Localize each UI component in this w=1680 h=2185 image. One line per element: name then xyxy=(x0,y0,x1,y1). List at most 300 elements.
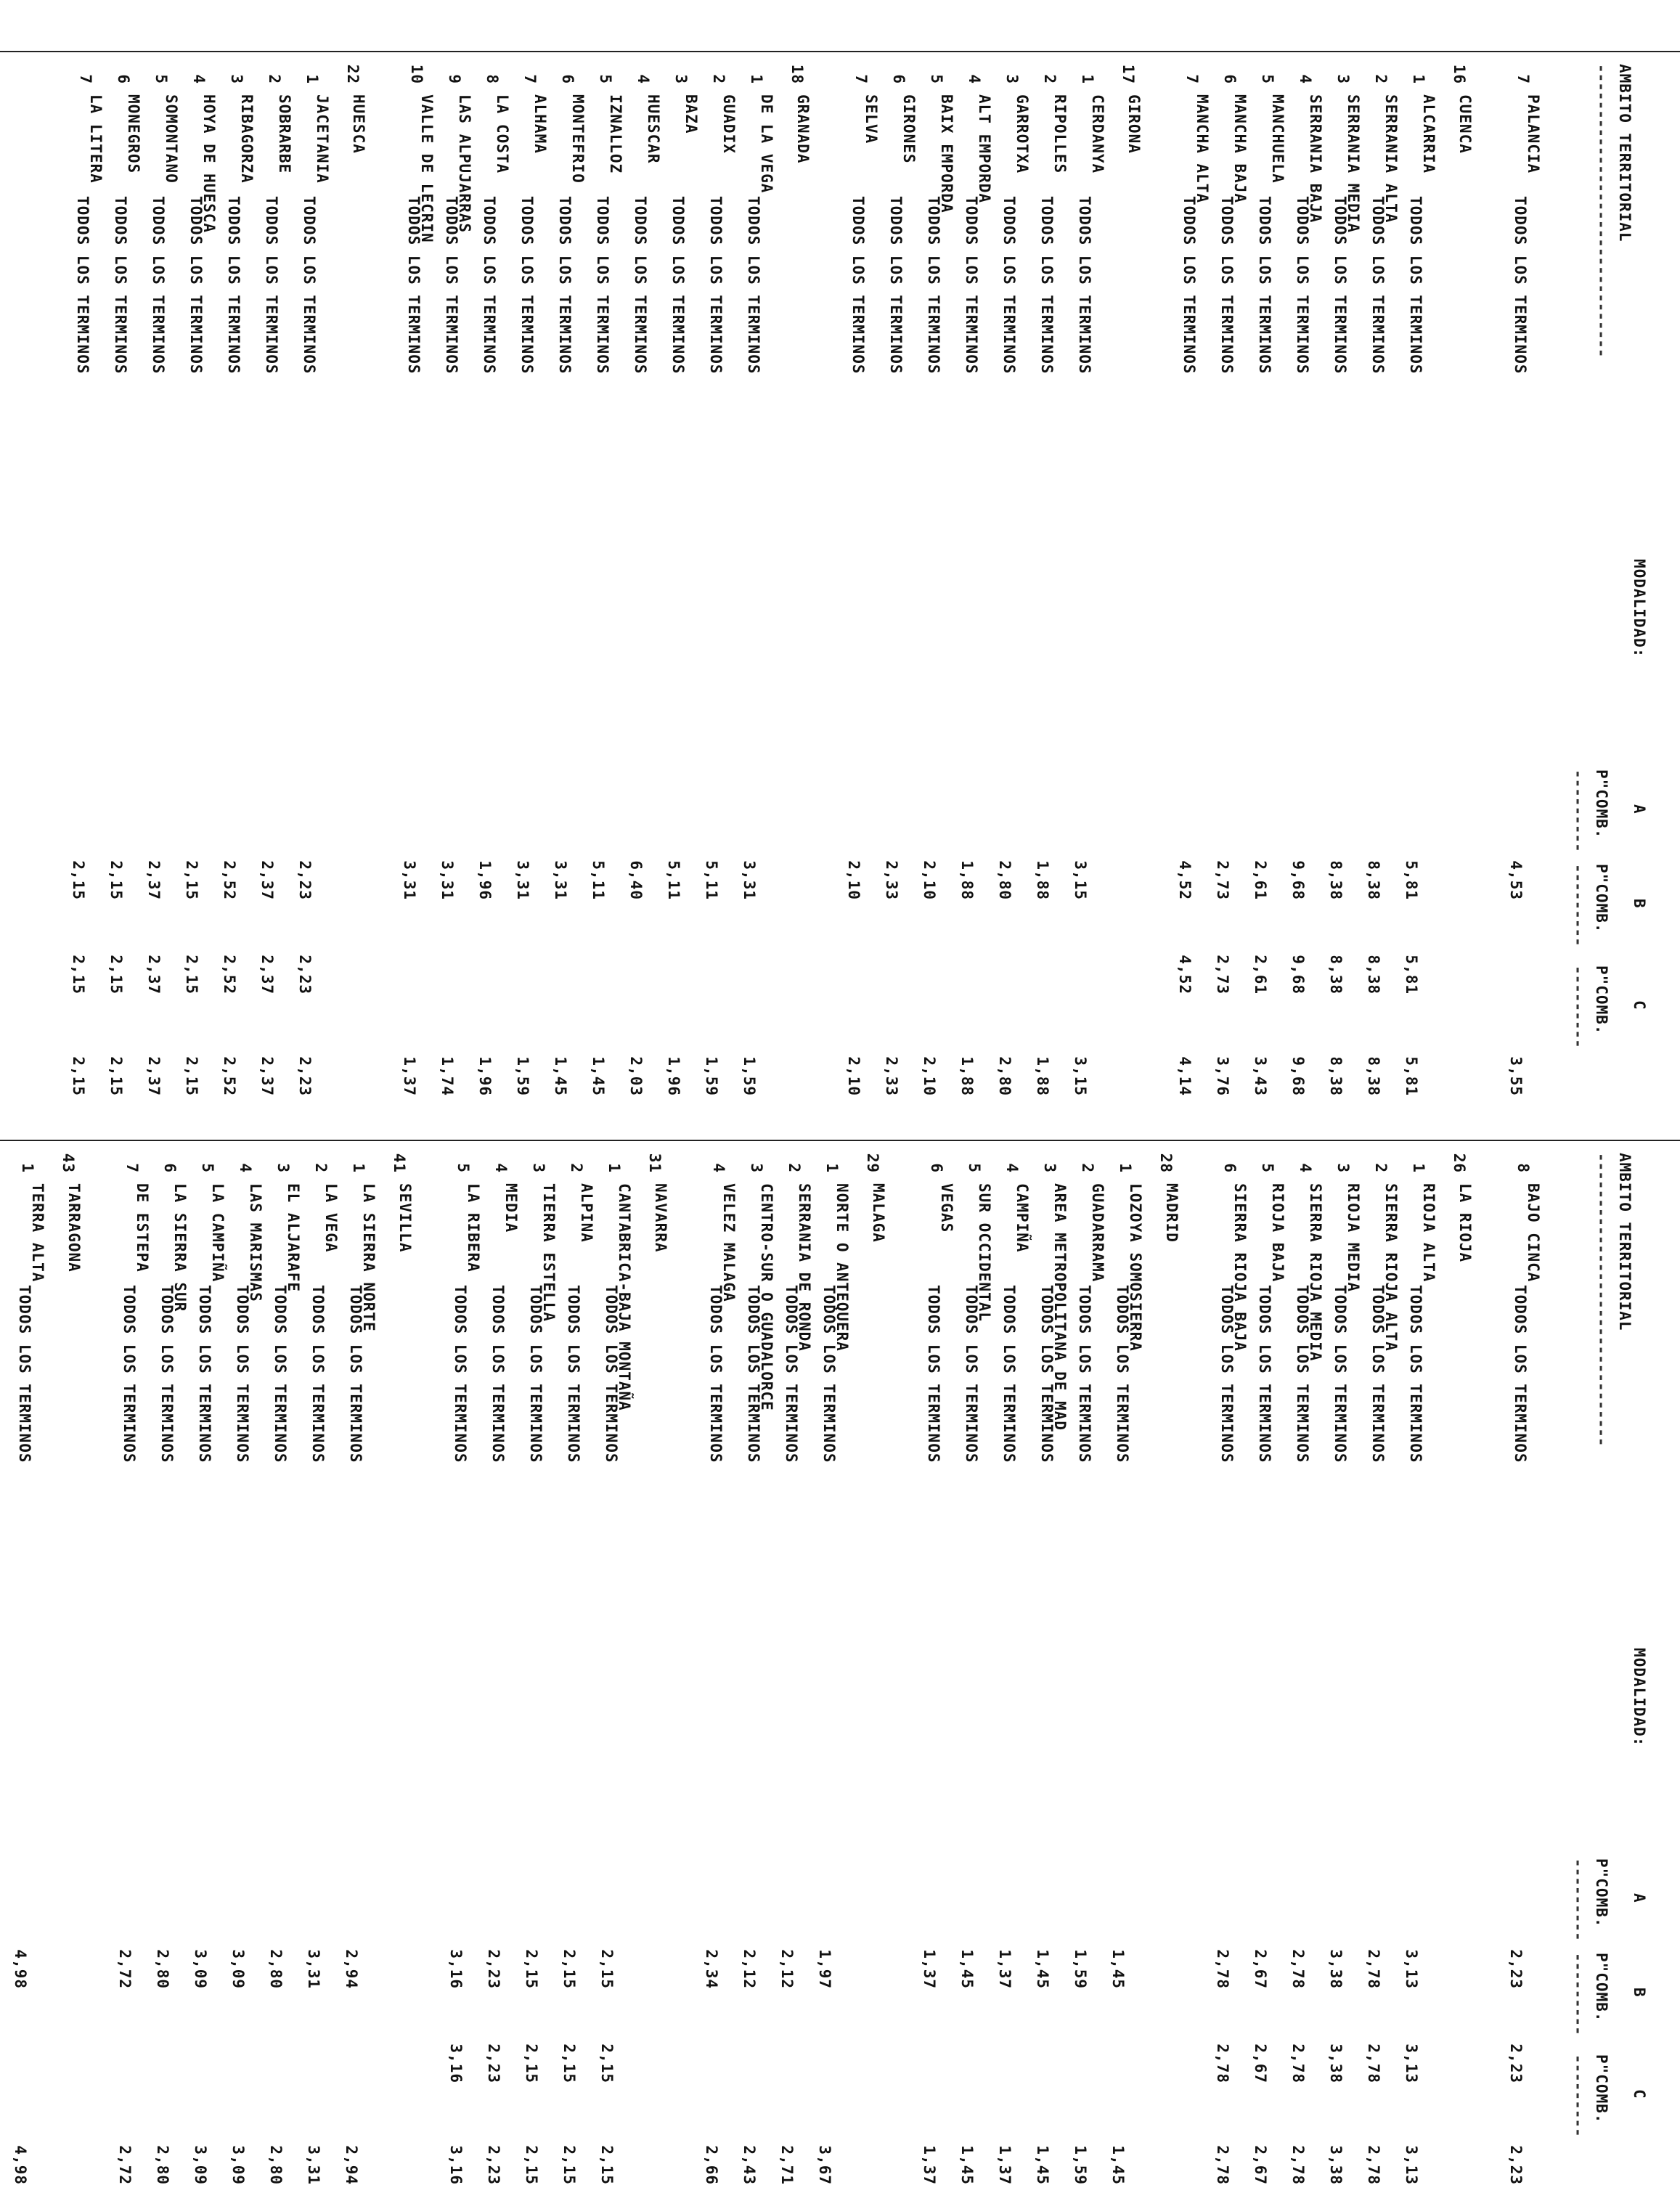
comarca-name: ALT EMPORDA xyxy=(976,94,993,204)
table-row xyxy=(511,51,549,1096)
terminos-label: TODOS LOS TERMINOS xyxy=(632,196,649,375)
province-heading xyxy=(46,1140,97,2163)
province-name: MALAGA xyxy=(870,1183,887,1243)
value-a: 2,94 xyxy=(343,1949,360,1989)
table-row xyxy=(1069,1140,1106,2185)
table-row xyxy=(738,51,775,1096)
comarca-name: RIOJA BAJA xyxy=(1269,1183,1286,1283)
value-c: 2,80 xyxy=(267,2145,285,2185)
value-a: 4,98 xyxy=(12,1949,29,1989)
value-b: 2,15 xyxy=(107,955,125,995)
value-a: 1,37 xyxy=(996,1949,1014,1989)
comarca-name: HOYA DE HUESCA xyxy=(200,94,218,234)
section-gap xyxy=(428,1140,444,2163)
terminos-label: TODOS LOS TERMINOS xyxy=(745,196,762,375)
value-c: 2,15 xyxy=(183,1056,200,1096)
comarca-number: 10 xyxy=(408,64,425,84)
value-c: 2,15 xyxy=(107,1056,125,1096)
value-c: 9,68 xyxy=(1289,1056,1307,1096)
table-row xyxy=(918,51,955,1096)
terminos-label: TODOS LOS TERMINOS xyxy=(272,1285,289,1463)
table-row xyxy=(293,51,331,1096)
province-heading xyxy=(1106,51,1157,1074)
value-a: 2,61 xyxy=(1252,860,1269,900)
ambito-underline: -------------------------------- xyxy=(1593,1153,1610,1447)
table-row xyxy=(1504,51,1542,1096)
comarca-number: 1 xyxy=(350,1163,367,1173)
value-b: 2,61 xyxy=(1252,955,1269,995)
comarca-name: BAIX EMPORDA xyxy=(938,94,955,213)
terminos-label: TODOS LOS TERMINOS xyxy=(196,1285,213,1463)
table-row xyxy=(1362,1140,1400,2185)
comarca-name: DE LA VEGA xyxy=(758,94,775,194)
comarca-name: SIERRA RIOJA ALTA xyxy=(1382,1183,1400,1352)
comarca-name: MEDIA xyxy=(502,1183,520,1233)
terminos-label: TODOS LOS TERMINOS xyxy=(1332,1285,1349,1463)
value-a: 1,45 xyxy=(1109,1949,1127,1989)
comarca-number: 5 xyxy=(199,1163,216,1173)
terminos-label: TODOS LOS TERMINOS xyxy=(16,1285,33,1463)
province-code: 28 xyxy=(1157,1153,1175,1173)
value-a: 3,16 xyxy=(447,1949,465,1989)
value-b: 2,37 xyxy=(145,955,163,995)
value-a: 3,09 xyxy=(192,1949,209,1989)
value-a: 5,11 xyxy=(703,860,720,900)
table-row xyxy=(1249,51,1286,1096)
modalidad-label: MODALIDAD: xyxy=(1631,1648,1648,1747)
value-a: 8,38 xyxy=(1365,860,1382,900)
comarca-name: LA COSTA xyxy=(494,94,511,174)
value-c: 2,23 xyxy=(485,2145,502,2185)
value-c: 2,52 xyxy=(221,1056,238,1096)
value-b: 2,78 xyxy=(1289,2043,1307,2083)
value-a: 2,52 xyxy=(221,860,238,900)
value-c: 3,55 xyxy=(1507,1056,1525,1096)
province-heading xyxy=(633,1140,684,2163)
comarca-number: 2 xyxy=(786,1163,803,1173)
table-row xyxy=(142,51,180,1096)
value-c: 1,37 xyxy=(921,2145,938,2185)
table-row xyxy=(880,51,918,1096)
province-heading xyxy=(1144,1140,1195,2163)
value-b: 2,23 xyxy=(1507,2043,1525,2083)
comarca-name: ALCARRIA xyxy=(1420,94,1438,174)
comarca-number: 5 xyxy=(597,74,614,84)
terminos-label: TODOS LOS TERMINOS xyxy=(1369,196,1387,375)
terminos-label: TODOS LOS TERMINOS xyxy=(481,196,498,375)
value-a: 4,53 xyxy=(1507,860,1525,900)
comarca-number: 6 xyxy=(890,74,908,84)
terminos-label: TODOS LOS TERMINOS xyxy=(405,196,423,375)
terminos-label: TODOS LOS TERMINOS xyxy=(518,196,536,375)
section-gap xyxy=(826,51,842,1074)
comarca-number: 2 xyxy=(1372,1163,1390,1173)
comarca-name: MANCHA BAJA xyxy=(1231,94,1249,204)
comarca-name: SUR OCCIDENTAL xyxy=(976,1183,993,1323)
value-b: 2,15 xyxy=(183,955,200,995)
table-row xyxy=(993,1140,1031,2185)
table-row xyxy=(738,1140,775,2185)
column-b-underline: --------- xyxy=(1570,864,1587,947)
comarca-number: 7 xyxy=(1183,74,1201,84)
comarca-name: GUADARRAMA xyxy=(1089,1183,1106,1283)
province-code: 26 xyxy=(1451,1153,1468,1173)
value-b: 2,37 xyxy=(258,955,276,995)
comarca-number: 1 xyxy=(1117,1163,1134,1173)
province-code: 17 xyxy=(1120,64,1137,84)
value-a: 1,88 xyxy=(1034,860,1051,900)
province-name: TARRAGONA xyxy=(65,1183,83,1273)
comarca-number: 7 xyxy=(521,74,539,84)
comarca-number: 1 xyxy=(19,1163,36,1173)
value-c: 5,81 xyxy=(1403,1056,1420,1096)
terminos-label: TODOS LOS TERMINOS xyxy=(1076,196,1093,375)
comarca-name: SIERRA RIOJA BAJA xyxy=(1231,1183,1249,1352)
province-code: 18 xyxy=(788,64,806,84)
terminos-label: TODOS LOS TERMINOS xyxy=(669,196,687,375)
table-row xyxy=(256,51,293,1096)
province-code: 43 xyxy=(60,1153,77,1173)
column-a-letter: A xyxy=(1631,1893,1648,1903)
table-row xyxy=(151,1140,189,2185)
value-b: 2,52 xyxy=(221,955,238,995)
terminos-label: TODOS LOS TERMINOS xyxy=(158,1285,176,1463)
terminos-label: TODOS LOS TERMINOS xyxy=(489,1285,507,1463)
value-c: 3,16 xyxy=(447,2145,465,2185)
terminos-label: TODOS LOS TERMINOS xyxy=(1000,196,1018,375)
value-a: 1,37 xyxy=(921,1949,938,1989)
province-heading xyxy=(775,51,826,1074)
comarca-name: CENTRO-SUR O GUADALORCE xyxy=(758,1183,775,1411)
value-a: 2,15 xyxy=(523,1949,540,1989)
table-row xyxy=(1324,51,1362,1096)
comarca-name: MONEGROS xyxy=(125,94,142,174)
value-c: 8,38 xyxy=(1365,1056,1382,1096)
value-a: 1,59 xyxy=(1072,1949,1089,1989)
value-a: 2,80 xyxy=(154,1949,171,1989)
terminos-label: TODOS LOS TERMINOS xyxy=(1256,196,1273,375)
value-c: 2,94 xyxy=(343,2145,360,2185)
value-c: 2,23 xyxy=(296,1056,314,1096)
comarca-number: 4 xyxy=(635,74,652,84)
value-a: 3,15 xyxy=(1072,860,1089,900)
terminos-label: TODOS LOS TERMINOS xyxy=(1256,1285,1273,1463)
value-a: 3,38 xyxy=(1327,1949,1345,1989)
value-a: 2,15 xyxy=(70,860,87,900)
comarca-number: 1 xyxy=(1410,1163,1427,1173)
terminos-label: TODOS LOS TERMINOS xyxy=(1512,196,1529,375)
value-b: 8,38 xyxy=(1327,955,1345,995)
comarca-name: EL ALJARAFE xyxy=(285,1183,302,1293)
column-c-underline: --------- xyxy=(1570,965,1587,1048)
value-a: 2,33 xyxy=(883,860,900,900)
value-a: 2,15 xyxy=(598,1949,616,1989)
terminos-label: TODOS LOS TERMINOS xyxy=(74,196,91,375)
comarca-number: 6 xyxy=(115,74,132,84)
value-b: 3,16 xyxy=(447,2043,465,2083)
comarca-number: 5 xyxy=(966,1163,983,1173)
comarca-number: 4 xyxy=(492,1163,510,1173)
comarca-name: GARROTXA xyxy=(1014,94,1031,174)
terminos-label: TODOS LOS TERMINOS xyxy=(121,1285,138,1463)
table-row xyxy=(1031,51,1069,1096)
comarca-name: LA VEGA xyxy=(322,1183,340,1253)
value-a: 3,09 xyxy=(229,1949,247,1989)
table-row xyxy=(624,51,662,1096)
value-c: 1,59 xyxy=(514,1056,531,1096)
section-gap xyxy=(902,1140,918,2163)
value-c: 2,78 xyxy=(1289,2145,1307,2185)
value-a: 2,78 xyxy=(1289,1949,1307,1989)
column-b-letter: B xyxy=(1631,899,1648,909)
value-b: 2,78 xyxy=(1365,2043,1382,2083)
table-row xyxy=(558,1140,595,2185)
comarca-number: 8 xyxy=(484,74,501,84)
comarca-number: 6 xyxy=(161,1163,179,1173)
comarca-name: RIBAGORZA xyxy=(238,94,256,184)
value-a: 4,52 xyxy=(1176,860,1194,900)
terminos-label: TODOS LOS TERMINOS xyxy=(1407,1285,1424,1463)
value-b: 2,23 xyxy=(485,2043,502,2083)
value-c: 2,72 xyxy=(116,2145,134,2185)
value-c: 1,88 xyxy=(958,1056,976,1096)
table-row xyxy=(549,51,587,1096)
province-name: LA RIOJA xyxy=(1456,1183,1474,1263)
value-a: 2,15 xyxy=(560,1949,578,1989)
province-heading xyxy=(331,51,382,1074)
value-c: 3,43 xyxy=(1252,1056,1269,1096)
terminos-label: TODOS LOS TERMINOS xyxy=(225,196,242,375)
comarca-name: LA LITERA xyxy=(87,94,105,184)
value-a: 2,67 xyxy=(1252,1949,1269,1989)
comarca-name: SERRANIA MEDIA xyxy=(1345,94,1362,234)
value-c: 3,09 xyxy=(192,2145,209,2185)
table-row xyxy=(482,1140,520,2185)
comarca-number: 6 xyxy=(1221,1163,1239,1173)
value-c: 3,76 xyxy=(1214,1056,1231,1096)
comarca-number: 7 xyxy=(1514,74,1532,84)
value-c: 1,88 xyxy=(1034,1056,1051,1096)
value-c: 3,15 xyxy=(1072,1056,1089,1096)
value-a: 1,96 xyxy=(476,860,494,900)
value-a: 3,31 xyxy=(439,860,456,900)
comarca-name: SERRANIA DE RONDA xyxy=(796,1183,813,1352)
comarca-number: 5 xyxy=(928,74,945,84)
section-gap xyxy=(382,51,398,1074)
table-row xyxy=(1211,51,1249,1096)
table-row xyxy=(264,1140,302,2185)
comarca-number: 3 xyxy=(1041,1163,1059,1173)
section-gap xyxy=(97,1140,113,2163)
value-a: 2,78 xyxy=(1365,1949,1382,1989)
terminos-label: TODOS LOS TERMINOS xyxy=(443,196,460,375)
value-a: 5,81 xyxy=(1403,860,1420,900)
value-a: 2,10 xyxy=(845,860,863,900)
table-row xyxy=(993,51,1031,1096)
table-row xyxy=(1362,51,1400,1096)
comarca-name: SERRANIA ALTA xyxy=(1382,94,1400,224)
value-c: 1,96 xyxy=(665,1056,682,1096)
value-c: 1,45 xyxy=(1034,2145,1051,2185)
value-c: 1,37 xyxy=(996,2145,1014,2185)
column-c-letter: C xyxy=(1631,2089,1648,2099)
value-c: 1,74 xyxy=(439,1056,456,1096)
terminos-label: TODOS LOS TERMINOS xyxy=(603,1285,620,1463)
value-c: 4,14 xyxy=(1176,1056,1194,1096)
comarca-number: 3 xyxy=(530,1163,547,1173)
table-row xyxy=(473,51,511,1096)
value-a: 3,31 xyxy=(401,860,418,900)
province-name: GIRONA xyxy=(1125,94,1143,154)
table-row xyxy=(1400,1140,1438,2185)
table-row xyxy=(1286,51,1324,1096)
value-b: 2,73 xyxy=(1214,955,1231,995)
comarca-name: BAZA xyxy=(682,94,700,134)
table-row xyxy=(918,1140,955,2185)
comarca-name: SOMONTANO xyxy=(163,94,180,184)
column-a-letter: A xyxy=(1631,804,1648,814)
comarca-name: TIERRA ESTELLA xyxy=(540,1183,558,1323)
terminos-label: TODOS LOS TERMINOS xyxy=(849,196,867,375)
comarca-name: JACETANIA xyxy=(314,94,331,184)
value-c: 2,03 xyxy=(627,1056,645,1096)
value-a: 8,38 xyxy=(1327,860,1345,900)
value-c: 4,98 xyxy=(12,2145,29,2185)
comarca-number: 5 xyxy=(152,74,170,84)
table-row xyxy=(1400,51,1438,1096)
section-gap xyxy=(1488,1140,1504,2163)
value-c: 2,10 xyxy=(845,1056,863,1096)
table-row xyxy=(955,51,993,1096)
table-row xyxy=(113,1140,151,2185)
value-c: 2,15 xyxy=(598,2145,616,2185)
province-code: 31 xyxy=(646,1153,664,1173)
comarca-name: LA SIERRA SUR xyxy=(171,1183,189,1312)
terminos-label: TODOS LOS TERMINOS xyxy=(707,196,725,375)
comarca-number: 4 xyxy=(1297,1163,1314,1173)
terminos-label: TODOS LOS TERMINOS xyxy=(1076,1285,1093,1463)
terminos-label: TODOS LOS TERMINOS xyxy=(1038,196,1056,375)
value-a: 1,88 xyxy=(958,860,976,900)
terminos-label: TODOS LOS TERMINOS xyxy=(565,1285,582,1463)
comarca-number: 6 xyxy=(1221,74,1239,84)
value-c: 2,66 xyxy=(703,2145,720,2185)
comarca-name: MONTEFRIO xyxy=(569,94,587,184)
column-c-letter: C xyxy=(1631,1000,1648,1010)
column-b-letter: B xyxy=(1631,1988,1648,1998)
table-row xyxy=(1173,51,1211,1096)
table-row xyxy=(1286,1140,1324,2185)
value-c: 2,37 xyxy=(258,1056,276,1096)
value-c: 1,45 xyxy=(1109,2145,1127,2185)
right-table-rows xyxy=(9,1140,1542,2185)
value-c: 2,23 xyxy=(1507,2145,1525,2185)
terminos-label: TODOS LOS TERMINOS xyxy=(1332,196,1349,375)
province-code: 41 xyxy=(391,1153,408,1173)
table-row xyxy=(1249,1140,1286,2185)
comarca-name: IZNALLOZ xyxy=(607,94,624,174)
value-c: 1,59 xyxy=(1072,2145,1089,2185)
terminos-label: TODOS LOS TERMINOS xyxy=(301,196,318,375)
comarca-name: VEGAS xyxy=(938,1183,955,1233)
terminos-label: TODOS LOS TERMINOS xyxy=(1114,1285,1131,1463)
column-b-pcomb: P"COMB. xyxy=(1593,864,1610,934)
comarca-name: BAJO CINCA xyxy=(1525,1183,1542,1283)
province-name: HUESCA xyxy=(350,94,367,154)
value-b: 2,15 xyxy=(523,2043,540,2083)
table-row xyxy=(444,1140,482,2185)
value-a: 3,31 xyxy=(741,860,758,900)
table-row xyxy=(302,1140,340,2185)
value-b: 3,38 xyxy=(1327,2043,1345,2083)
value-a: 2,15 xyxy=(107,860,125,900)
comarca-name: RIOJA ALTA xyxy=(1420,1183,1438,1283)
value-b: 8,38 xyxy=(1365,955,1382,995)
province-name: MADRID xyxy=(1163,1183,1181,1243)
comarca-number: 1 xyxy=(303,74,321,84)
terminos-label: TODOS LOS TERMINOS xyxy=(1512,1285,1529,1463)
comarca-number: 5 xyxy=(1259,1163,1276,1173)
comarca-number: 7 xyxy=(123,1163,141,1173)
comarca-number: 7 xyxy=(77,74,94,84)
value-c: 2,80 xyxy=(996,1056,1014,1096)
value-a: 2,12 xyxy=(741,1949,758,1989)
column-a-pcomb: P"COMB. xyxy=(1593,1858,1610,1928)
terminos-label: TODOS LOS TERMINOS xyxy=(1218,1285,1236,1463)
comarca-number: 2 xyxy=(266,74,283,84)
comarca-name: MANCHUELA xyxy=(1269,94,1286,184)
terminos-label: TODOS LOS TERMINOS xyxy=(452,1285,469,1463)
comarca-name: RIPOLLES xyxy=(1051,94,1069,174)
comarca-name: LA SIERRA NORTE xyxy=(360,1183,378,1332)
modalidad-label: MODALIDAD: xyxy=(1631,559,1648,658)
comarca-number: 8 xyxy=(1514,1163,1532,1173)
comarca-number: 3 xyxy=(748,1163,765,1173)
province-heading xyxy=(1438,51,1488,1074)
value-c: 2,33 xyxy=(883,1056,900,1096)
terminos-label: TODOS LOS TERMINOS xyxy=(1218,196,1236,375)
value-b: 5,81 xyxy=(1403,955,1420,995)
value-a: 5,11 xyxy=(665,860,682,900)
table-row xyxy=(587,51,624,1096)
table-row xyxy=(1069,51,1106,1096)
province-name: GRANADA xyxy=(794,94,812,164)
table-row xyxy=(227,1140,264,2185)
province-code: 22 xyxy=(344,64,362,84)
comarca-name: LOZOYA SOMOSIERRA xyxy=(1127,1183,1144,1352)
table-row xyxy=(775,1140,813,2185)
value-a: 2,34 xyxy=(703,1949,720,1989)
comarca-number: 2 xyxy=(312,1163,330,1173)
value-a: 2,10 xyxy=(921,860,938,900)
province-heading xyxy=(378,1140,428,2163)
value-c: 2,15 xyxy=(523,2145,540,2185)
value-a: 2,78 xyxy=(1214,1949,1231,1989)
terminos-label: TODOS LOS TERMINOS xyxy=(1294,196,1311,375)
comarca-number: 6 xyxy=(928,1163,945,1173)
comarca-number: 3 xyxy=(228,74,245,84)
comarca-name: SELVA xyxy=(863,94,880,144)
comarca-number: 4 xyxy=(1297,74,1314,84)
value-c: 8,38 xyxy=(1327,1056,1345,1096)
comarca-number: 3 xyxy=(1003,74,1021,84)
value-a: 5,11 xyxy=(590,860,607,900)
value-a: 2,15 xyxy=(183,860,200,900)
value-a: 3,31 xyxy=(305,1949,322,1989)
comarca-number: 1 xyxy=(823,1163,841,1173)
value-a: 2,72 xyxy=(116,1949,134,1989)
province-name: NAVARRA xyxy=(652,1183,669,1253)
